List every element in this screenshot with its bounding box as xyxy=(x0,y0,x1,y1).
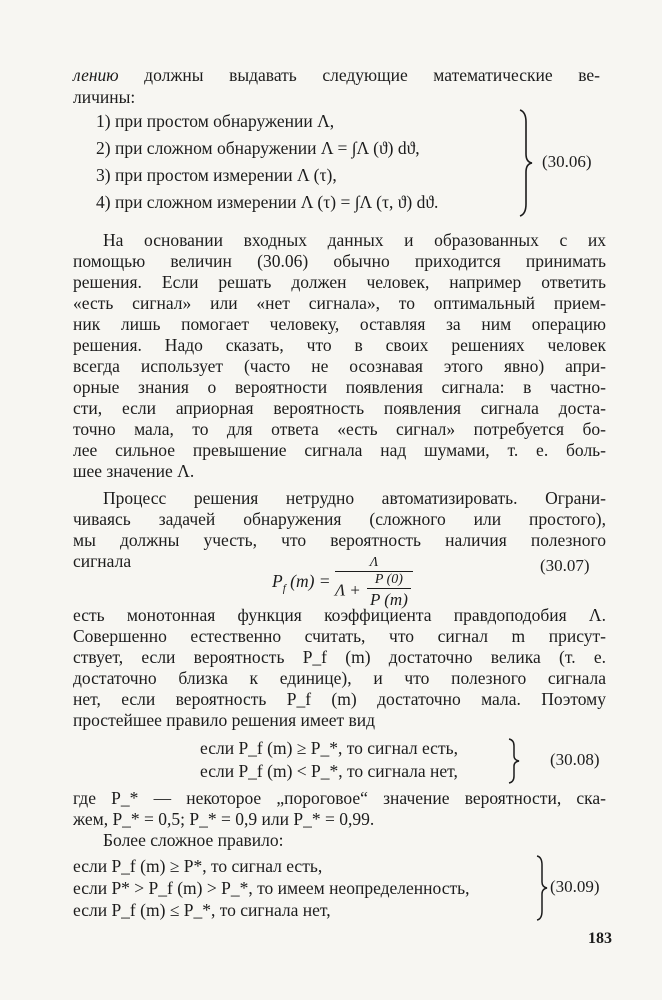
formula-expression xyxy=(272,555,413,611)
text-fragment: должны выдавать следующие математические ве- xyxy=(118,65,600,85)
text-line: помощью величин (30.06) обычно приходится принимать xyxy=(73,251,606,271)
symbol: P xyxy=(272,571,283,592)
fraction xyxy=(335,555,413,611)
right-brace xyxy=(517,108,535,218)
right-brace xyxy=(535,855,549,921)
formula-line: 2) при сложном обнаружении Λ = ∫Λ (ϑ) dϑ, xyxy=(96,138,420,158)
text-line: нет, если вероятность P_f (m) достаточно мала. Поэтому xyxy=(73,689,606,709)
text-line: На основании входных данных и образованных с их xyxy=(103,230,606,250)
formula-line: если P_f (m) ≤ P_*, то сигнала нет, xyxy=(73,900,331,920)
numerator: P (0) xyxy=(367,572,411,589)
symbol: (m) = xyxy=(285,571,335,592)
text-line: решения. Надо сказать, что в своих решениях человек xyxy=(73,335,606,355)
formula-line: 4) при сложном измерении Λ (τ) = ∫Λ (τ, ϑ) dϑ. xyxy=(96,192,439,212)
text-line: сти, если априорная вероятность появления сигнала доста- xyxy=(73,398,606,418)
formula-line: если P* > P_f (m) > P_*, то имеем неопределенность, xyxy=(73,878,470,898)
formula-line: 1) при простом обнаружении Λ, xyxy=(96,111,335,131)
text-line: сигнала xyxy=(73,551,132,571)
text-line: лее сильное превышение сигнала над шумами, т. е. боль- xyxy=(73,440,606,460)
text-line: достаточно близка к единице), и что полезного сигнала xyxy=(73,668,606,688)
text-line: чиваясь задачей обнаружения (сложного или простого), xyxy=(73,509,606,529)
equation-number: (30.07) xyxy=(540,556,590,575)
text-line: решения. Если решать должен человек, например ответить xyxy=(73,272,606,292)
formula-line: если P_f (m) ≥ P_*, то сигнал есть, xyxy=(200,738,458,758)
text-line: жем, P_* = 0,5; P_* = 0,9 или P_* = 0,99. xyxy=(73,809,375,829)
text-line: ник лишь помогает человеку, оставляя за ним операцию xyxy=(73,314,606,334)
equation-number: (30.09) xyxy=(550,877,600,896)
equation-number: (30.08) xyxy=(550,750,600,769)
equation-number: (30.06) xyxy=(542,152,592,171)
text-line: точно мала, то для ответа «есть сигнал» потребуется бо- xyxy=(73,419,606,439)
text-line xyxy=(73,64,600,86)
text-line: Процесс решения нетрудно автоматизировать. Ограни- xyxy=(103,488,606,508)
text-line: «есть сигнал» или «нет сигнала», то оптимальный прием- xyxy=(73,293,606,313)
subscript: f xyxy=(282,582,286,595)
text-line: всегда использует (часто не осознавая этого явно) апри- xyxy=(73,356,606,376)
page-number: 183 xyxy=(588,930,612,947)
italic-word: лению xyxy=(73,65,119,85)
text-line: простейшее правило решения имеет вид xyxy=(73,710,376,730)
text-line: где P_* — некоторое „пороговое“ значение вероятности, ска- xyxy=(73,788,606,808)
text-line: Совершенно естественно считать, что сигнал m присут- xyxy=(73,626,606,646)
formula-line: если P_f (m) < P_*, то сигнала нет, xyxy=(200,761,458,781)
formula-line: если P_f (m) ≥ P*, то сигнал есть, xyxy=(73,856,323,876)
text-line: орные знания о вероятности появления сигнала: в частно- xyxy=(73,377,606,397)
numerator: Λ xyxy=(335,555,413,572)
denominator: P (m) xyxy=(369,590,408,609)
text-line: шее значение Λ. xyxy=(73,461,195,481)
text-line: есть монотонная функция коэффициента правдоподобия Λ. xyxy=(73,605,606,625)
text-line: мы должны учесть, что вероятность наличия полезного xyxy=(73,530,606,550)
text-line: Более сложное правило: xyxy=(103,830,284,850)
right-brace xyxy=(507,738,521,784)
text-line: ствует, если вероятность P_f (m) достаточно велика (т. е. xyxy=(73,647,606,667)
formula-line: 3) при простом измерении Λ (τ), xyxy=(96,165,337,185)
symbol: Λ + xyxy=(335,580,365,600)
text-line: личины: xyxy=(73,87,136,107)
